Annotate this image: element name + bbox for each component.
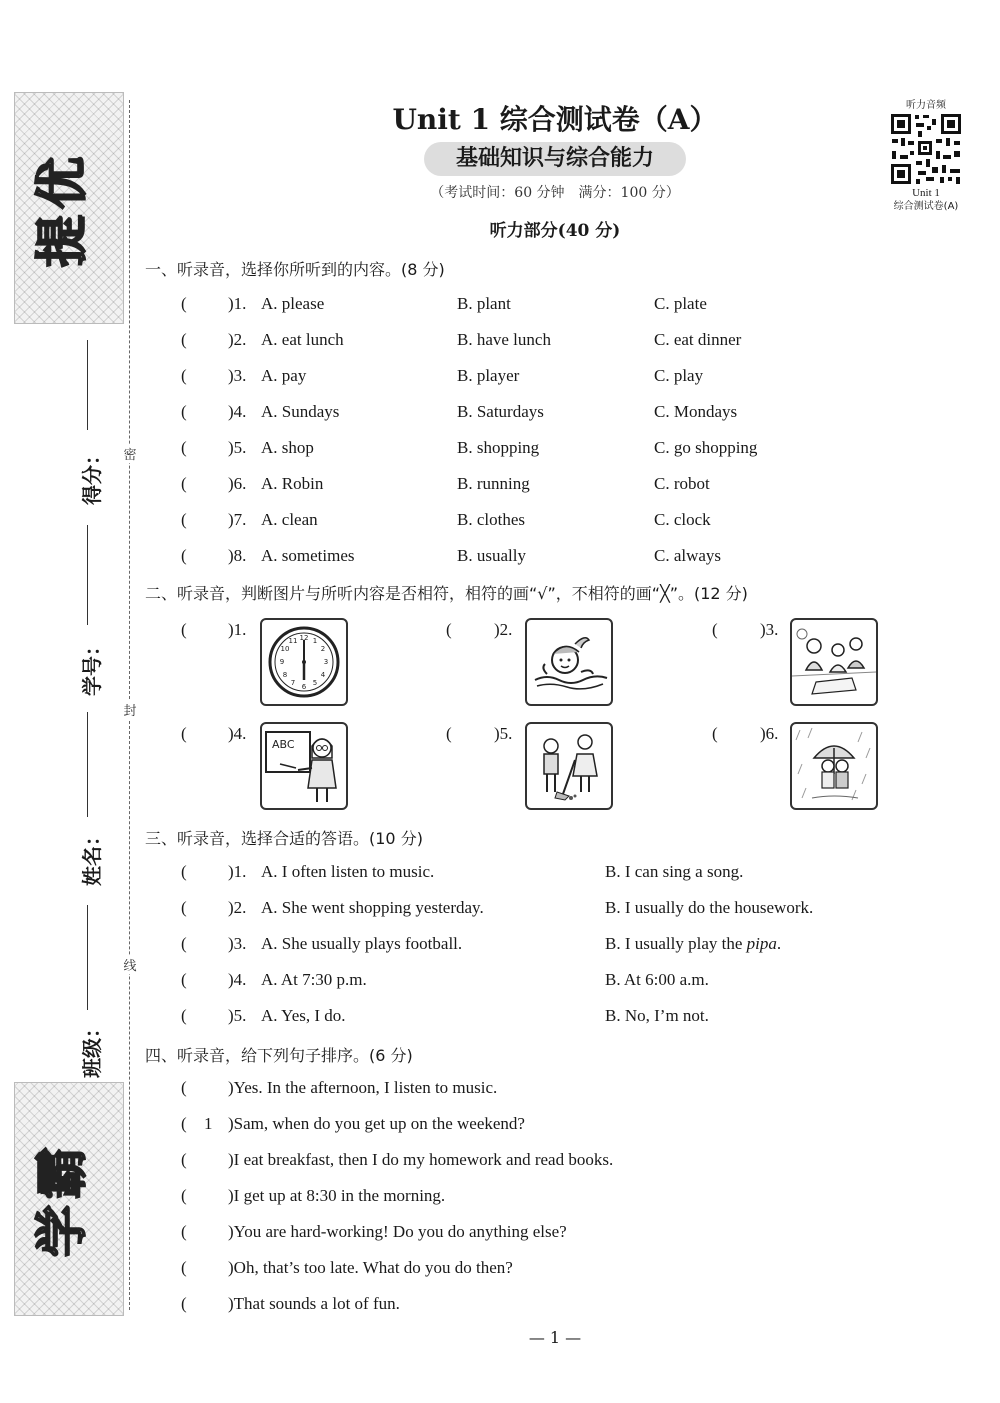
item-number: )2. xyxy=(228,898,247,917)
option-a[interactable]: A. Sundays xyxy=(261,402,340,421)
svg-text:11: 11 xyxy=(288,637,298,645)
svg-text:2: 2 xyxy=(320,645,326,653)
item-number: )6. xyxy=(228,474,247,493)
ordering-sentence xyxy=(0,1186,1000,1210)
answer-paren[interactable]: ( xyxy=(181,724,187,743)
name-line xyxy=(87,712,88,817)
answer-paren[interactable]: ( xyxy=(181,546,187,565)
svg-text:8: 8 xyxy=(282,671,288,679)
option-b[interactable]: B. clothes xyxy=(457,510,525,529)
svg-text:4: 4 xyxy=(320,671,326,679)
option-b[interactable]: B. I usually do the housework. xyxy=(605,898,814,917)
answer-paren[interactable]: ( xyxy=(181,474,187,493)
ordering-sentence xyxy=(0,1078,1000,1102)
option-b[interactable]: B. No, I’m not. xyxy=(605,1006,709,1025)
sentence-text: )I get up at 8:30 in the morning. xyxy=(228,1186,446,1205)
response-question xyxy=(0,934,1000,958)
option-c[interactable]: C. go shopping xyxy=(654,438,758,457)
qr-caption-unit: Unit 1 xyxy=(912,187,940,199)
option-c[interactable]: C. clock xyxy=(654,510,711,529)
item-number: )3. xyxy=(228,934,247,953)
score-label: 得分： xyxy=(80,445,104,505)
answer-paren[interactable]: ( xyxy=(181,620,187,639)
item-number: )4. xyxy=(228,724,247,743)
ordering-sentence xyxy=(0,1294,1000,1318)
answer-paren[interactable]: ( xyxy=(181,1222,187,1241)
answer-paren[interactable]: ( xyxy=(446,724,452,743)
option-a[interactable]: A. clean xyxy=(261,510,318,529)
class-label: 班级： xyxy=(80,1018,104,1078)
qr-code-icon[interactable] xyxy=(888,111,964,187)
section-2-heading: 二、听录音，判断图片与所听内容是否相符，相符的画“√”，不相符的画“╳”。(12 分) xyxy=(145,584,748,603)
brand-logo-top: 提优 xyxy=(33,150,94,268)
option-b[interactable]: B. usually xyxy=(457,546,526,565)
answer-paren[interactable]: ( xyxy=(181,1078,187,1097)
choice-question xyxy=(0,546,1000,570)
item-number: )5. xyxy=(228,1006,247,1025)
option-b[interactable]: B. player xyxy=(457,366,520,385)
answer-paren[interactable]: ( xyxy=(181,1186,187,1205)
answer-paren[interactable]: ( xyxy=(712,620,718,639)
option-a[interactable]: A. At 7:30 p.m. xyxy=(261,970,367,989)
svg-text:10: 10 xyxy=(280,645,290,653)
option-b[interactable]: B. I can sing a song. xyxy=(605,862,744,881)
order-answer: 1 xyxy=(204,1114,213,1133)
svg-text:1: 1 xyxy=(312,637,318,645)
option-c[interactable]: C. plate xyxy=(654,294,707,313)
svg-text:9: 9 xyxy=(279,658,285,666)
answer-paren[interactable]: ( xyxy=(181,510,187,529)
choice-question xyxy=(0,402,1000,426)
option-a[interactable]: A. sometimes xyxy=(261,546,355,565)
item-number: )5. xyxy=(494,724,513,743)
option-a[interactable]: A. please xyxy=(261,294,325,313)
children-cleaning-icon xyxy=(527,724,611,808)
sentence-text: )Sam, when do you get up on the weekend? xyxy=(228,1114,525,1133)
picnic-picture xyxy=(790,618,878,706)
choice-question xyxy=(0,294,1000,318)
answer-paren[interactable]: ( xyxy=(181,1258,187,1277)
choice-question xyxy=(0,366,1000,390)
option-c[interactable]: C. robot xyxy=(654,474,710,493)
swimming-picture xyxy=(525,618,613,706)
item-number: )1. xyxy=(228,862,247,881)
response-question xyxy=(0,970,1000,994)
option-b-text: B. I usually play the xyxy=(605,934,747,953)
option-a[interactable]: A. She went shopping yesterday. xyxy=(261,898,484,917)
response-question xyxy=(0,862,1000,886)
svg-text:12: 12 xyxy=(299,634,309,642)
item-number: )2. xyxy=(228,330,247,349)
item-number: )5. xyxy=(228,438,247,457)
seal-char-2: 封 xyxy=(122,700,138,719)
option-b-end: . xyxy=(776,934,782,953)
student-number-label: 学号： xyxy=(80,636,104,696)
option-c[interactable]: C. play xyxy=(654,366,704,385)
item-number: )8. xyxy=(228,546,247,565)
answer-paren[interactable]: ( xyxy=(446,620,452,639)
sentence-text: )I eat breakfast, then I do my homework and read books. xyxy=(228,1150,614,1169)
answer-paren[interactable]: ( xyxy=(181,1006,187,1025)
page-number: — 1 — xyxy=(528,1328,582,1347)
student-number-line xyxy=(87,525,88,625)
response-question xyxy=(0,898,1000,922)
item-number: )2. xyxy=(494,620,513,639)
item-number: )4. xyxy=(228,402,247,421)
answer-paren[interactable]: ( xyxy=(181,1114,187,1133)
option-c[interactable]: C. always xyxy=(654,546,722,565)
option-a[interactable]: A. Yes, I do. xyxy=(261,1006,346,1025)
svg-text:7: 7 xyxy=(290,679,296,687)
student-number-field[interactable] xyxy=(76,636,105,696)
seal-char-1: 密 xyxy=(122,444,138,463)
sentence-text: )That sounds a lot of fun. xyxy=(228,1294,400,1313)
answer-paren[interactable]: ( xyxy=(181,438,187,457)
option-b[interactable]: B. plant xyxy=(457,294,511,313)
svg-text:3: 3 xyxy=(323,658,329,666)
answer-paren[interactable]: ( xyxy=(181,934,187,953)
option-c[interactable]: C. eat dinner xyxy=(654,330,742,349)
ordering-sentence xyxy=(0,1258,1000,1282)
rain-umbrella-icon xyxy=(792,724,876,808)
page-title: Unit 1 综合测试卷（A） xyxy=(392,103,718,136)
option-a[interactable]: A. She usually plays football. xyxy=(261,934,463,953)
answer-paren[interactable]: ( xyxy=(181,970,187,989)
choice-question xyxy=(0,474,1000,498)
answer-paren[interactable]: ( xyxy=(181,366,187,385)
item-number: )3. xyxy=(228,366,247,385)
item-number: )6. xyxy=(760,724,779,743)
sentence-text: )You are hard-working! Do you do anything else? xyxy=(228,1222,567,1241)
choice-question xyxy=(0,438,1000,462)
option-c[interactable]: C. Mondays xyxy=(654,402,738,421)
teacher-picture xyxy=(260,722,348,810)
section-1-heading: 一、听录音，选择你所听到的内容。(8 分) xyxy=(145,260,445,279)
listening-part-heading: 听力部分(40 分) xyxy=(489,221,621,241)
qr-caption-test: 综合测试卷(A) xyxy=(893,201,959,212)
option-b[interactable]: B. Saturdays xyxy=(457,402,544,421)
answer-paren[interactable]: ( xyxy=(181,294,187,313)
brand-logo-bottom: 学霸 xyxy=(33,1140,94,1258)
picnic-family-icon xyxy=(792,620,876,704)
section-3-heading: 三、听录音，选择合适的答语。(10 分) xyxy=(145,829,423,848)
rain-picture xyxy=(790,722,878,810)
name-label: 姓名： xyxy=(80,826,104,886)
sentence-text: )Yes. In the afternoon, I listen to music. xyxy=(228,1078,498,1097)
option-b-italic: pipa xyxy=(746,934,777,953)
choice-question xyxy=(0,330,1000,354)
option-a[interactable]: A. Robin xyxy=(261,474,324,493)
answer-paren[interactable]: ( xyxy=(712,724,718,743)
cleaning-picture xyxy=(525,722,613,810)
option-a[interactable]: A. I often listen to music. xyxy=(261,862,435,881)
option-a[interactable]: A. eat lunch xyxy=(261,330,344,349)
ordering-sentence xyxy=(0,1150,1000,1174)
item-number: )1. xyxy=(228,294,247,313)
section-4-heading: 四、听录音，给下列句子排序。(6 分) xyxy=(145,1046,413,1065)
sentence-text: )Oh, that’s too late. What do you do then? xyxy=(228,1258,513,1277)
option-a[interactable]: A. pay xyxy=(261,366,307,385)
item-number: )3. xyxy=(760,620,779,639)
item-number: )7. xyxy=(228,510,247,529)
answer-paren[interactable]: ( xyxy=(181,1150,187,1169)
qr-top-label: 听力音频 xyxy=(906,100,946,111)
clock-picture xyxy=(260,618,348,706)
option-b[interactable]: B. running xyxy=(457,474,530,493)
option-a[interactable]: A. shop xyxy=(261,438,314,457)
option-b[interactable]: B. At 6:00 a.m. xyxy=(605,970,709,989)
choice-question xyxy=(0,510,1000,534)
answer-paren[interactable]: ( xyxy=(181,330,187,349)
chalkboard-text: ABC xyxy=(272,738,295,751)
svg-text:6: 6 xyxy=(301,683,307,691)
svg-text:5: 5 xyxy=(312,679,318,687)
clock-icon xyxy=(262,620,346,704)
ordering-sentence xyxy=(0,1222,1000,1246)
ordering-sentence xyxy=(0,1114,1000,1138)
exam-time-info: （考试时间：60 分钟 满分：100 分） xyxy=(430,185,680,201)
option-b[interactable] xyxy=(605,934,781,954)
item-number: )4. xyxy=(228,970,247,989)
option-b[interactable]: B. shopping xyxy=(457,438,540,457)
teacher-chalkboard-icon xyxy=(262,724,346,808)
answer-paren[interactable]: ( xyxy=(181,402,187,421)
item-number: )1. xyxy=(228,620,247,639)
answer-paren[interactable]: ( xyxy=(181,898,187,917)
qr-code-block[interactable] xyxy=(888,96,964,213)
swimming-child-icon xyxy=(527,620,611,704)
subtitle-banner: 基础知识与综合能力 xyxy=(424,142,686,176)
seal-char-3: 线 xyxy=(122,955,138,974)
option-b[interactable]: B. have lunch xyxy=(457,330,551,349)
response-question xyxy=(0,1006,1000,1030)
answer-paren[interactable]: ( xyxy=(181,1294,187,1313)
answer-paren[interactable]: ( xyxy=(181,862,187,881)
